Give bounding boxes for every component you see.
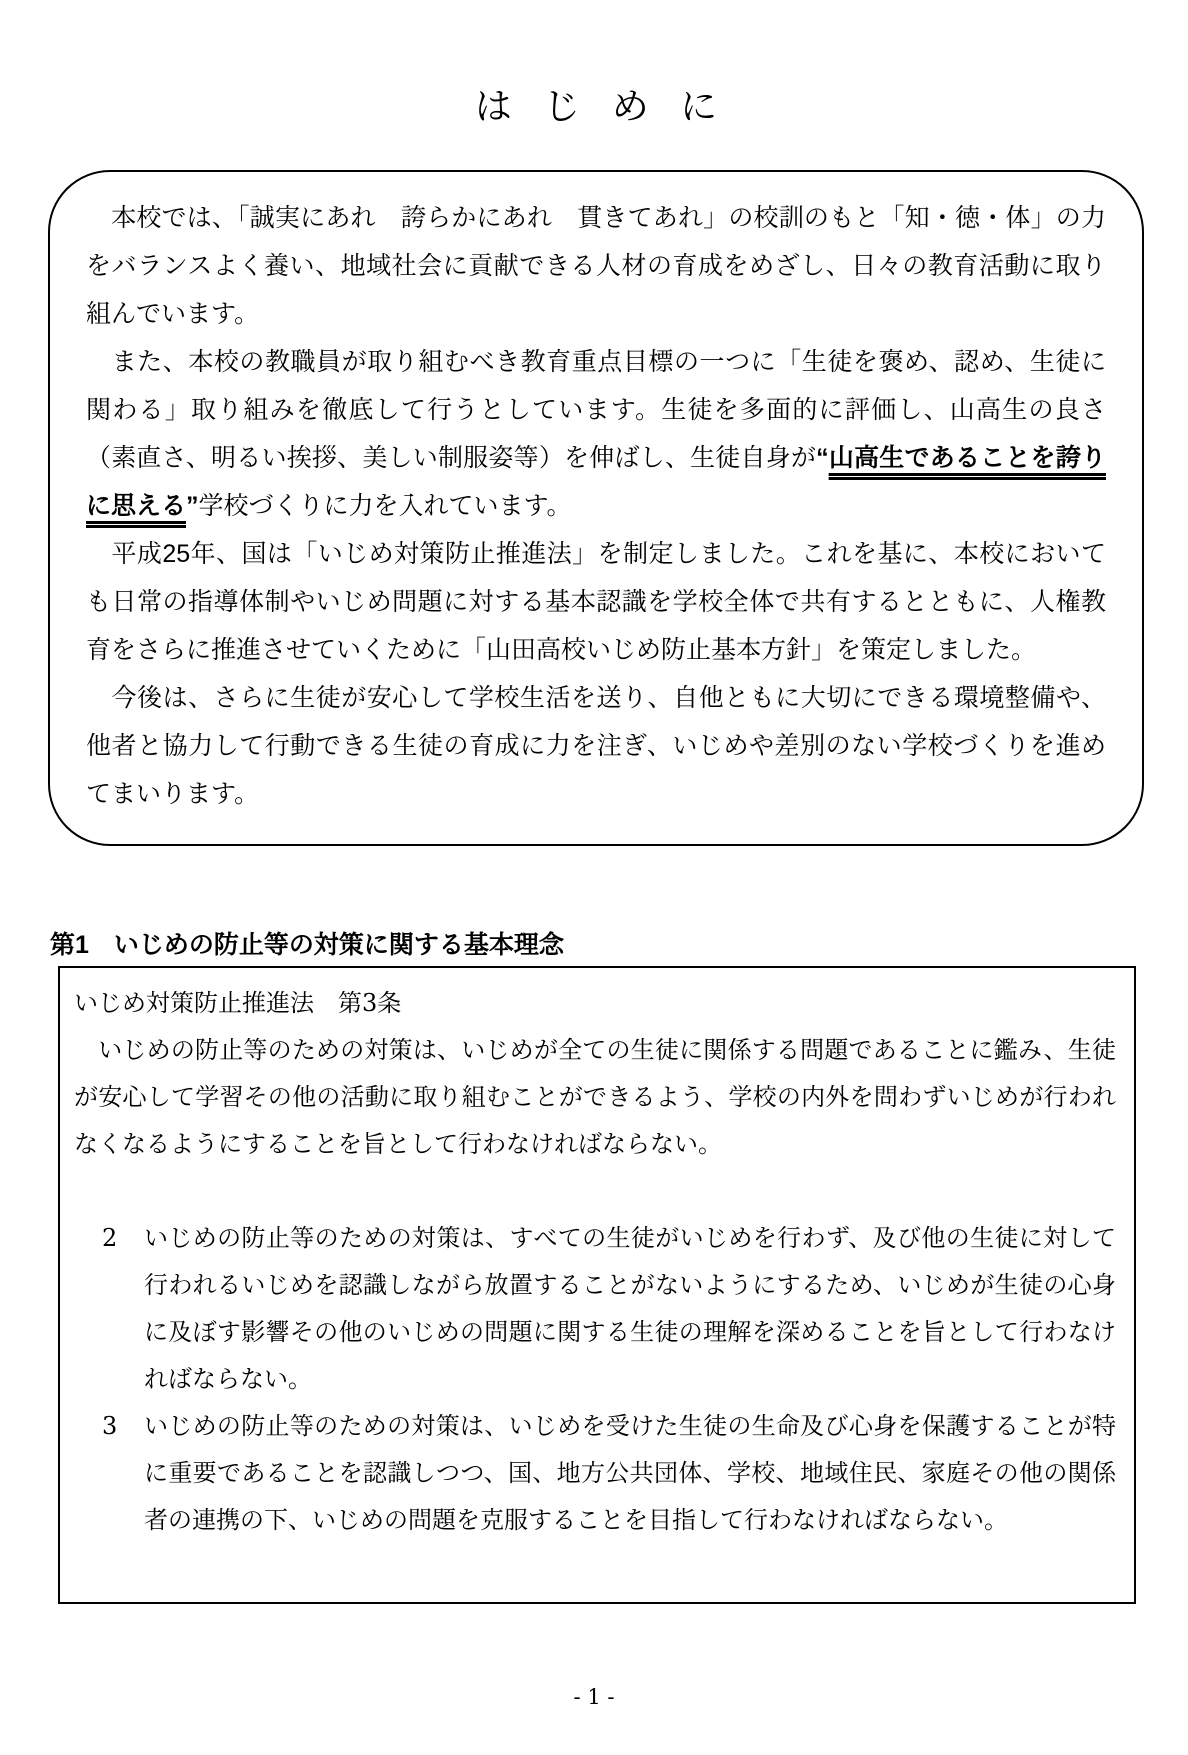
intro-box <box>48 170 1144 846</box>
intro-paragraph-4: 今後は、さらに生徒が安心して学校生活を送り、自他ともに大切にできる環境整備や、他者と協力して行動できる生徒の育成に力を注ぎ、いじめや差別のない学校づくりを進めてまいります。 <box>86 684 1106 808</box>
law-clause-2-number: 2 <box>102 1224 118 1252</box>
section1-heading: 第1 いじめの防止等の対策に関する基本理念 <box>50 931 564 959</box>
emphasis-close-quote: ” <box>186 492 199 520</box>
law-clause-3-number: 3 <box>102 1412 118 1440</box>
law-title: いじめ対策防止推進法 第3条 <box>74 989 402 1017</box>
emphasis-open-quote: “ <box>816 444 829 472</box>
intro-paragraph-1: 本校では、「誠実にあれ 誇らかにあれ 貫きてあれ」の校訓のもと「知・徳・体」の力をバランスよく養い、地域社会に貢献できる人材の育成をめざし、日々の教育活動に取り組んでいます。 <box>86 204 1106 328</box>
emphasized-phrase: 山高生であることを誇りに思える <box>86 444 1106 520</box>
intro-paragraph-2-tail: 学校づくりに力を入れています。 <box>198 492 572 520</box>
law-clause-1: いじめの防止等のための対策は、いじめが全ての生徒に関係する問題であることに鑑み、生徒が安心して学習その他の活動に取り組むことができるよう、学校の内外を問わずいじめが行われなくなるようにすることを旨として行わなければならない。 <box>74 1036 1116 1158</box>
law-quote-box <box>58 966 1136 1604</box>
law-clause-3-text: いじめの防止等のための対策は、いじめを受けた生徒の生命及び心身を保護することが特に重要であることを認識しつつ、国、地方公共団体、学校、地域住民、家庭その他の関係者の連携の下、いじめの問題を克服することを目指して行わなければならない。 <box>144 1412 1116 1534</box>
page-number: - 1 - <box>573 1685 615 1709</box>
page-title: はじめに <box>474 85 749 128</box>
law-clause-2 <box>74 1215 1116 1403</box>
intro-paragraph-2 <box>86 338 1106 530</box>
intro-paragraph-3: 平成25年、国は「いじめ対策防止推進法」を制定しました。これを基に、本校においても日常の指導体制やいじめ問題に対する基本認識を学校全体で共有するとともに、人権教育をさらに推進させていくために「山田高校いじめ防止基本方針」を策定しました。 <box>86 540 1106 664</box>
intro-paragraph-2-lead: また、本校の教職員が取り組むべき教育重点目標の一つに「生徒を褒め、認め、生徒に関わる」取り組みを徹底して行うとしています。生徒を多面的に評価し、山高生の良さ（素直さ、明るい挨拶、美しい制服姿等）を伸ばし、生徒自身が <box>86 348 1106 472</box>
law-clause-2-text: いじめの防止等のための対策は、すべての生徒がいじめを行わず、及び他の生徒に対して行われるいじめを認識しながら放置することがないようにするため、いじめが生徒の心身に及ぼす影響その他のいじめの問題に関する生徒の理解を深めることを旨として行わなければならない。 <box>144 1224 1116 1393</box>
law-clause-3 <box>74 1403 1116 1544</box>
